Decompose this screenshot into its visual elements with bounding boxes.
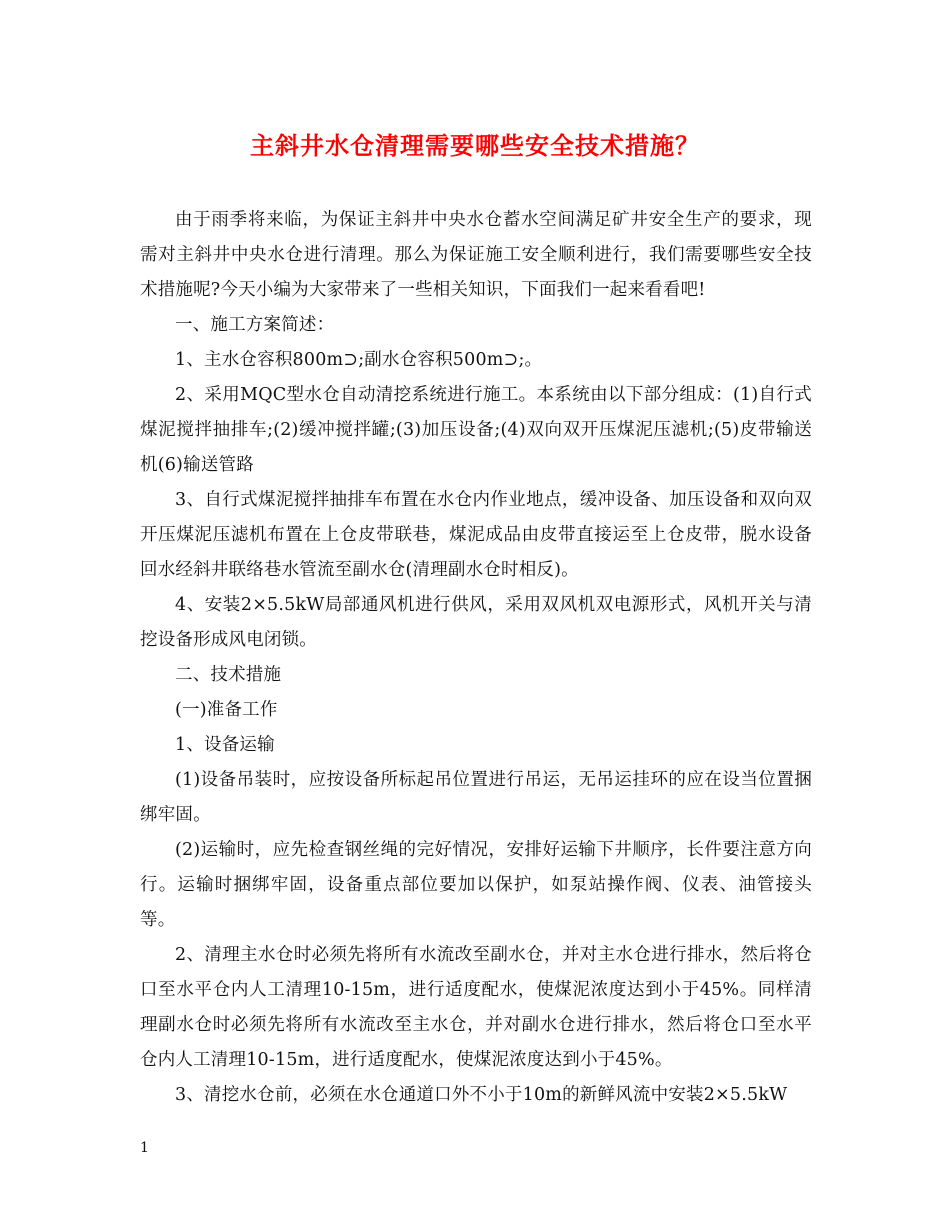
paragraph: 2、采用MQC型水仓自动清挖系统进行施工。本系统由以下部分组成：(1)自行式煤泥搅拌抽排车;(2)缓冲搅拌罐;(3)加压设备;(4)双向双开压煤泥压滤机;(5)皮带输送机(6)输送管路	[140, 385, 812, 475]
paragraph: 4、安装2×5.5kW局部通风机进行供风，采用双风机双电源形式，风机开关与清挖设备形成风电闭锁。	[140, 595, 812, 650]
document-body	[140, 203, 812, 1113]
section-heading: 二、技术措施	[175, 665, 282, 685]
subsection-heading: 1、设备运输	[175, 735, 275, 755]
paragraph: 由于雨季将来临，为保证主斜井中央水仓蓄水空间满足矿井安全生产的要求，现需对主斜井中央水仓进行清理。那么为保证施工安全顺利进行，我们需要哪些安全技术措施呢?今天小编为大家带来了一些相关知识，下面我们一起来看看吧!	[140, 210, 812, 300]
paragraph: 3、自行式煤泥搅拌抽排车布置在水仓内作业地点，缓冲设备、加压设备和双向双开压煤泥压滤机布置在上仓皮带联巷，煤泥成品由皮带直接运至上仓皮带，脱水设备回水经斜井联络巷水管流至副水仓(清理副水仓时相反)。	[140, 490, 812, 580]
subsection-heading: (一)准备工作	[175, 700, 278, 720]
paragraph: (1)设备吊装时，应按设备所标起吊位置进行吊运，无吊运挂环的应在设当位置捆绑牢固。	[140, 770, 812, 825]
document-title: 主斜井水仓清理需要哪些安全技术措施？	[250, 131, 700, 160]
paragraph: 3、清挖水仓前，必须在水仓通道口外不小于10m的新鲜风流中安装2×5.5kW	[175, 1085, 788, 1105]
paragraph: 1、主水仓容积800m⊃;副水仓容积500m⊃;。	[175, 350, 543, 370]
page-number: 1	[140, 1140, 149, 1156]
paragraph: (2)运输时，应先检查钢丝绳的完好情况，安排好运输下井顺序，长件要注意方向行。运输时捆绑牢固，设备重点部位要加以保护，如泵站操作阀、仪表、油管接头等。	[140, 840, 812, 930]
section-heading: 一、施工方案简述：	[175, 315, 335, 335]
paragraph: 2、清理主水仓时必须先将所有水流改至副水仓，并对主水仓进行排水，然后将仓口至水平仓内人工清理10-15m，进行适度配水，使煤泥浓度达到小于45%。同样清理副水仓时必须先将所有水流改至主水仓，并对副水仓进行排水，然后将仓口至水平仓内人工清理10-15m，进行适度配水，使煤泥浓度达到小于45%。	[140, 945, 812, 1070]
